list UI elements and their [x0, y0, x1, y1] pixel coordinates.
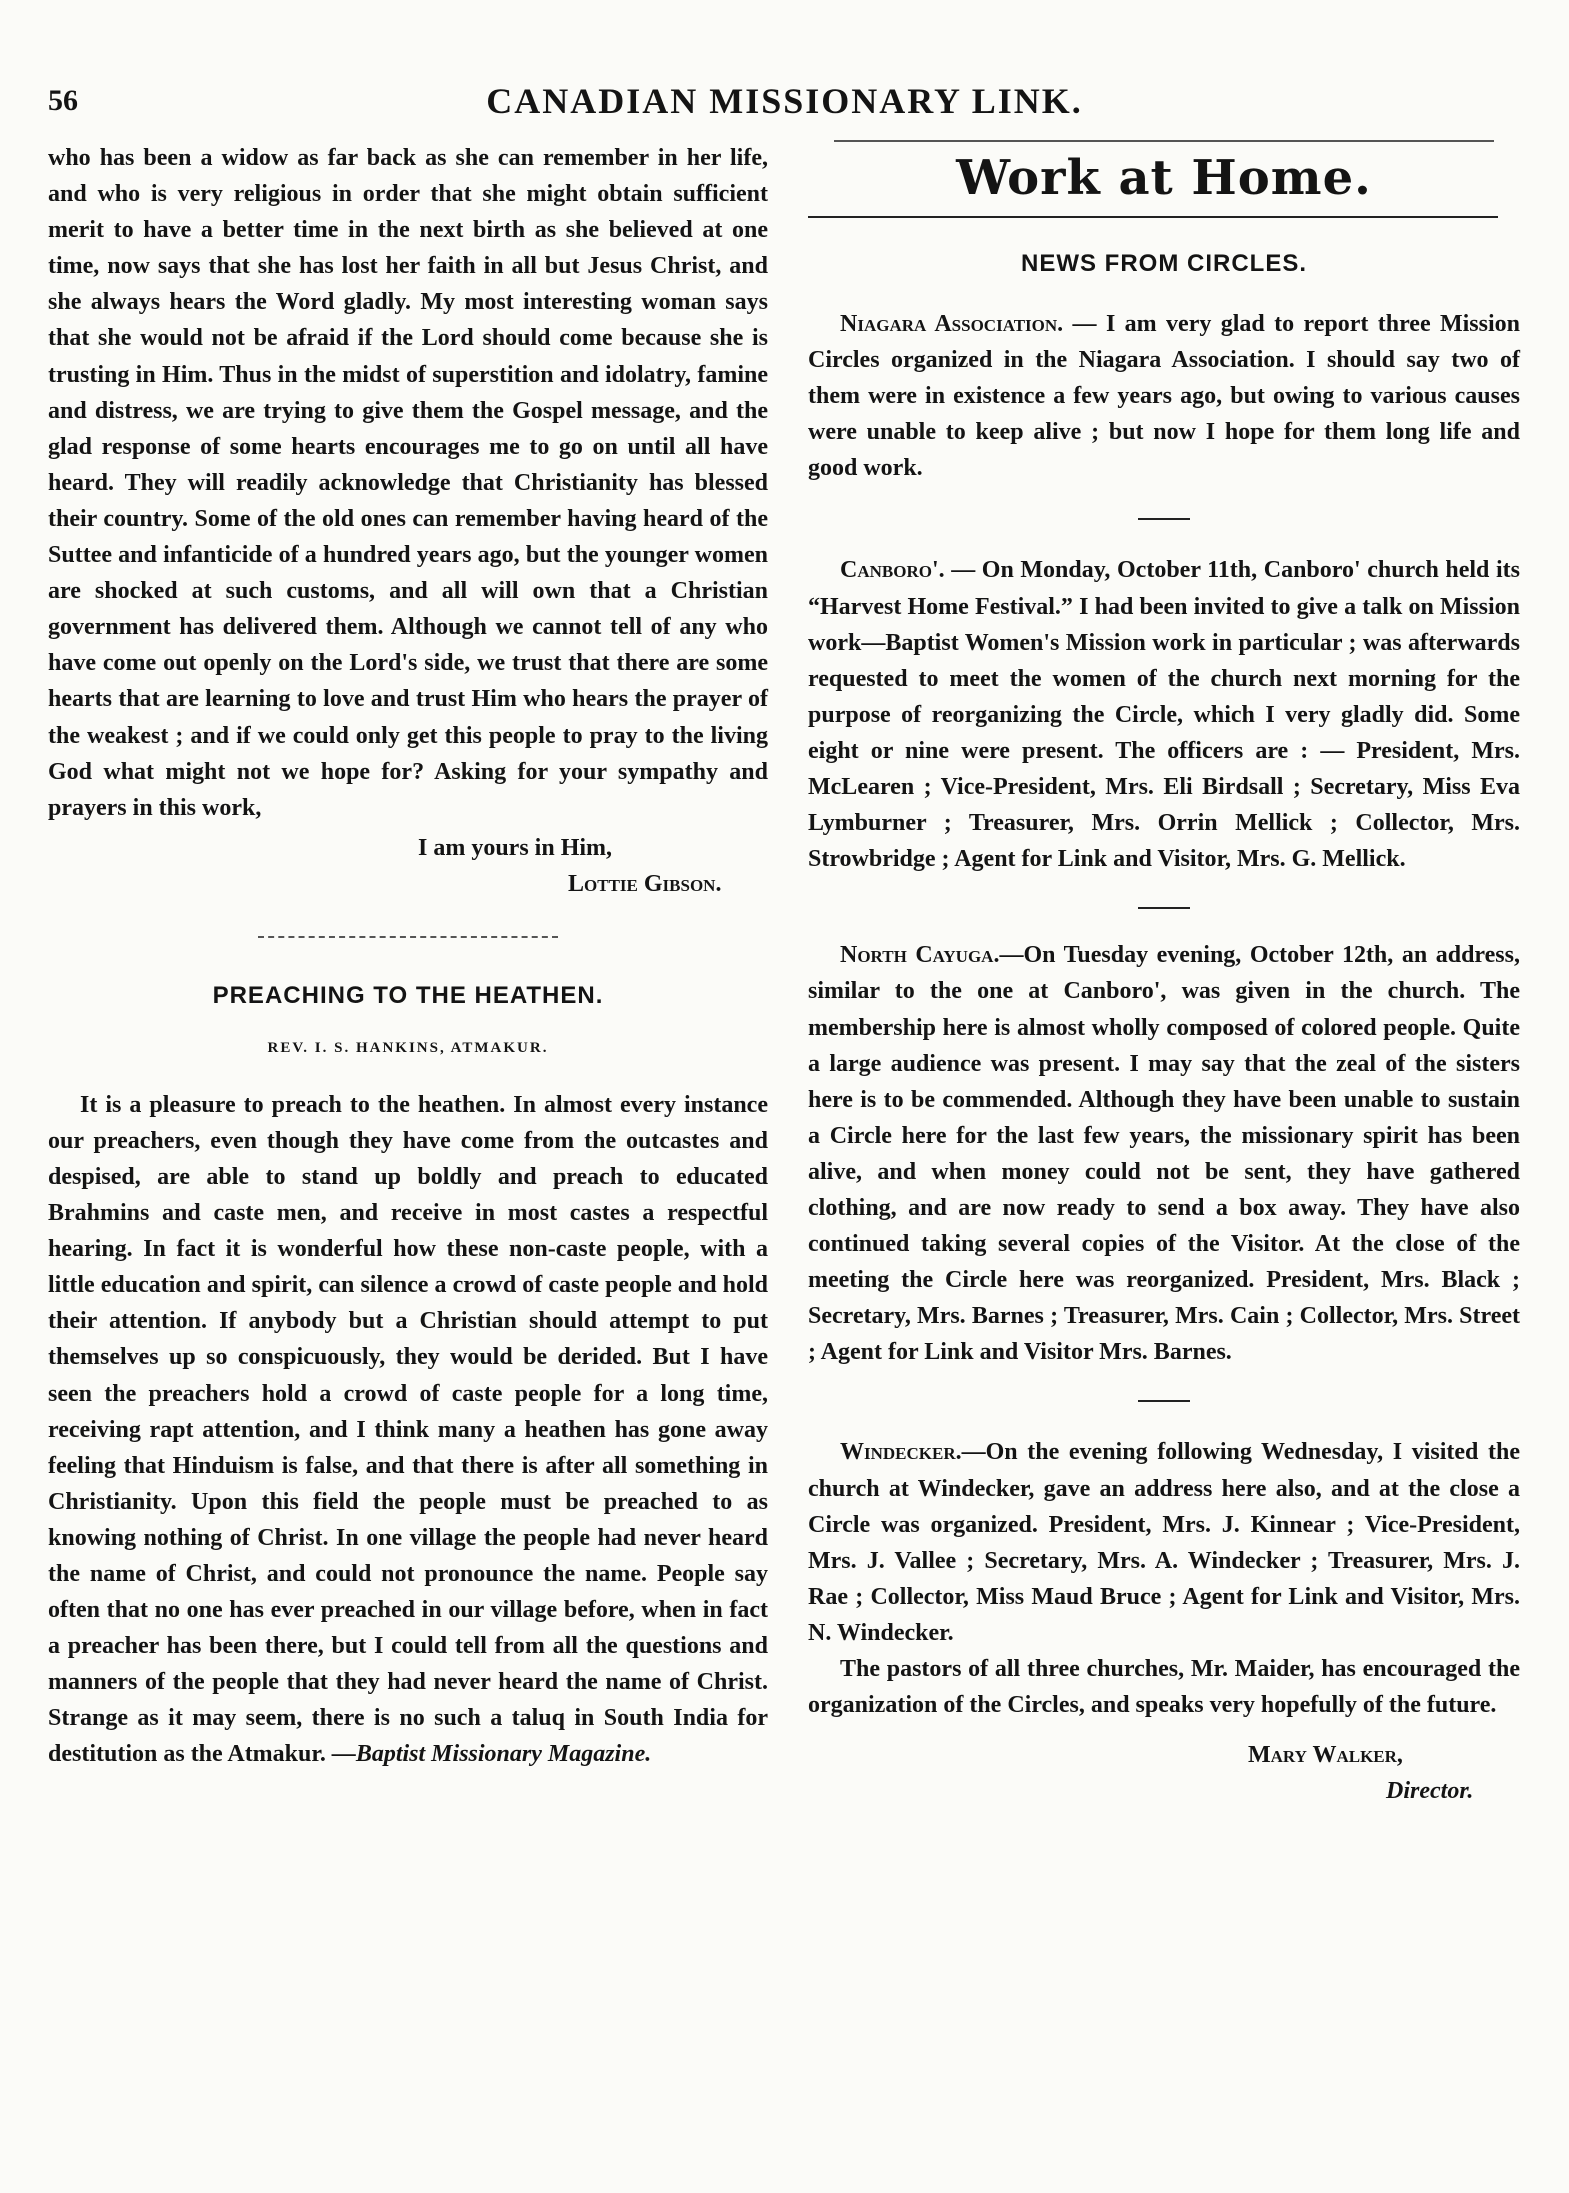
- letter-closing: I am yours in Him,: [418, 834, 613, 861]
- divider: [1138, 518, 1190, 520]
- article-byline: REV. I. S. HANKINS, ATMAKUR.: [267, 1039, 549, 1056]
- left-column: [48, 140, 768, 1773]
- article-text: [48, 1087, 768, 1773]
- news-item-lead: North Cayuga.: [840, 942, 1000, 969]
- letter-continued-text: who has been a widow as far back as she can remember in her life, and who is very religious in order that she might obtain sufficient merit to have a better time in the next birth as she believed at one time, now says that she has lost her faith in all but Jesus Christ, and she always hears the Word gladly. My most interesting woman says that she would not be afraid if the Lord should come because she is trusting in Him. Thus in the midst of superstition and idolatry, famine and distress, we are trying to give them the Gospel message, and the glad response of some hearts encourages me to go on until all have heard. They will readily acknowledge that Christianity has blessed their country. Some of the old ones can remember having heard of the Suttee and infanticide of a hundred years ago, but the younger women are shocked at such customs, and all will own that a Christian government has delivered them. Although we cannot tell of any who have come out openly on the Lord's side, we trust that there are some hearts that are learning to love and trust Him who hears the prayer of the weakest ; and if we could only get this people to pray to the living God what might not we hope for? Asking for your sympathy and prayers in this work,: [48, 145, 768, 821]
- signature-title: Director.: [1386, 1778, 1474, 1805]
- article-source: —Baptist Missionary Magazine.: [331, 1741, 652, 1768]
- closing-paragraph: The pastors of all three churches, Mr. Maider, has encouraged the organization of the Circles, and speaks very hopefully of the future.: [808, 1656, 1520, 1719]
- section-rule: [808, 216, 1498, 218]
- page-number: 56: [48, 84, 78, 117]
- divider: [1138, 907, 1190, 909]
- news-item-text: — I am very glad to report three Mission Circles organized in the Niagara Association. I should say two of them were in existence a few years ago, but owing to various causes were unable to keep alive ; but now I hope for them long life and good work.: [808, 311, 1521, 482]
- divider: [1138, 1400, 1190, 1402]
- article-body: It is a pleasure to preach to the heathen. In almost every instance our preachers, even though they have come from the outcastes and despised, are able to stand up boldly and preach to educated Brahmins and caste men, and receive in most castes a respectful hearing. In fact it is wonderful how these non-caste people, with a little education and spirit, can silence a crowd of caste people and hold their attention. If anybody but a Christian should attempt to put themselves up so conspicuously, they would be derided. But I have seen the preachers hold a crowd of caste people for a long time, receiving rapt attention, and I think many a heathen has gone away feeling that Hinduism is false, and that there is after all something in Christianity. Upon this field the people must be preached to as knowing nothing of Christ. In one village the people had never heard the name of Christ, and could not pronounce the name. People say often that no one has ever preached in our village before, when in fact a preacher has been there, but I could tell from all the questions and manners of the people that they had never heard the name of Christ. Strange as it may seem, there is no such a taluq in South India for destitution as the Atmakur.: [48, 1091, 768, 1768]
- section-title: Work at Home.: [956, 150, 1372, 206]
- news-item-text: —On Tuesday evening, October 12th, an address, similar to the one at Canboro', was given in the church. The membership here is almost wholly composed of colored people. Quite a large audience was present. I may say that the zeal of the sisters here is to be commended. Although they have been unable to sustain a Circle here for the last few years, the missionary spirit has been alive, and when money could not be sent, they have gathered clothing, and are now ready to send a box away. They have also continued taking several copies of the Visitor. At the close of the meeting the Circle here was reorganized. President, Mrs. Black ; Secretary, Mrs. Barnes ; Treasurer, Mrs. Cain ; Collector, Mrs. Street ; Agent for Link and Visitor Mrs. Barnes.: [808, 942, 1520, 1366]
- news-item-lead: Niagara Association.: [840, 311, 1064, 337]
- news-item-lead: Canboro'.: [840, 557, 945, 584]
- article-title: PREACHING TO THE HEATHEN.: [212, 981, 604, 1009]
- news-item-text: — On Monday, October 11th, Canboro' church held its “Harvest Home Festival.” I had been invited to give a talk on Mission work—Baptist Women's Mission work in particular ; was afterwards requested to meet the women of the church next morning for the purpose of reorganizing the Circle, which I very gladly did. Some eight or nine were present. The officers are : — President, Mrs. McLearen ; Vice-President, Mrs. Eli Birdsall ; Secretary, Miss Eva Lymburner ; Treasurer, Mrs. Orrin Mellick ; Collector, Mrs. Strowbridge ; Agent for Link and Visitor, Mrs. G. Mellick.: [808, 557, 1520, 873]
- news-item-niagara: [808, 306, 1520, 486]
- running-head: CANADIAN MISSIONARY LINK.: [486, 81, 1083, 121]
- divider: [258, 936, 558, 938]
- header-rule: [834, 140, 1494, 142]
- letter-signature: Lottie Gibson.: [568, 870, 722, 897]
- news-item-canboro: [808, 552, 1520, 877]
- news-item-lead: Windecker.: [840, 1439, 962, 1466]
- news-item-north-cayuga: [808, 937, 1520, 1370]
- news-item-windecker: [808, 1434, 1520, 1651]
- signature-name: Mary Walker,: [1248, 1742, 1403, 1769]
- news-item-text: —On the evening following Wednesday, I visited the church at Windecker, gave an address here also, and at the close a Circle was organized. President, Mrs. J. Kinnear ; Vice-President, Mrs. J. Vallee ; Secretary, Mrs. A. Windecker ; Treasurer, Mrs. J. Rae ; Collector, Miss Maud Bruce ; Agent for Link and Visitor, Mrs. N. Windecker.: [808, 1439, 1520, 1646]
- right-column: [808, 140, 1520, 1809]
- subsection-title: NEWS FROM CIRCLES.: [1021, 250, 1307, 277]
